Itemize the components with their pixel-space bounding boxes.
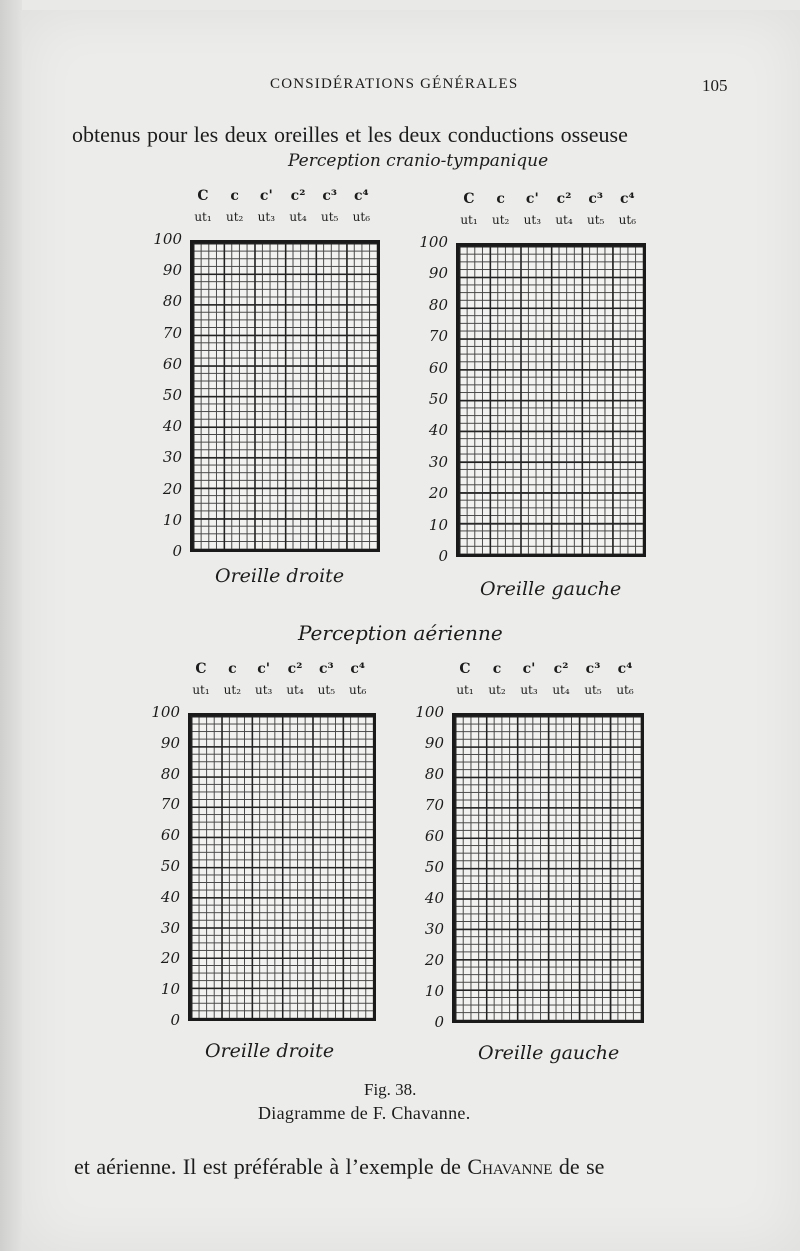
column-note-label: c⁴ [617, 661, 633, 677]
column-ut-label: ut₁ [192, 683, 210, 697]
column-note-label: c² [290, 188, 306, 204]
column-ut-label: ut₅ [584, 683, 602, 697]
column-ut-label: ut₅ [586, 213, 605, 227]
column-note-label: c [496, 191, 505, 207]
y-tick-label: 20 [428, 484, 448, 503]
y-tick-label: 20 [162, 479, 182, 498]
page-header [0, 76, 800, 100]
body-text-line-bottom-post: de se [552, 1154, 605, 1179]
y-tick-label: 80 [424, 765, 444, 783]
audiogram-title: Oreille gauche [478, 1042, 620, 1064]
y-tick-label: 80 [160, 764, 180, 783]
column-note-label: C [459, 661, 471, 677]
y-tick-label: 100 [415, 703, 444, 721]
y-tick-label: 50 [428, 390, 448, 408]
y-tick-label: 90 [424, 734, 444, 752]
column-ut-label: ut₁ [460, 213, 478, 227]
column-ut-label: ut₆ [616, 683, 634, 697]
column-ut-label: ut₃ [254, 683, 273, 697]
column-note-label: c³ [588, 191, 603, 207]
figure-caption: Diagramme de F. Chavanne. [258, 1103, 471, 1123]
column-note-label: c' [525, 191, 539, 207]
column-ut-label: ut₆ [618, 213, 637, 227]
column-note-label: c⁴ [354, 188, 369, 204]
y-tick-label: 60 [160, 826, 180, 845]
column-note-label: c' [257, 661, 271, 677]
y-tick-label: 0 [170, 1011, 180, 1029]
audiogram-title: Oreille gauche [480, 578, 622, 600]
y-tick-label: 30 [162, 448, 182, 467]
y-tick-label: 80 [428, 295, 448, 314]
column-ut-label: ut₆ [348, 683, 367, 697]
audiogram-grid [188, 713, 376, 1021]
column-ut-label: ut₄ [552, 683, 570, 697]
column-note-label: c³ [319, 661, 334, 677]
column-note-label: c² [556, 191, 572, 207]
section-title-aerienne: Perception aérienne [298, 621, 503, 645]
column-ut-label: ut₂ [225, 210, 244, 224]
y-tick-label: 80 [162, 292, 182, 311]
page-number: 105 [702, 76, 728, 95]
column-ut-label: ut₂ [488, 683, 506, 697]
y-tick-label: 70 [424, 796, 444, 814]
y-tick-label: 50 [424, 858, 444, 876]
section-title-cranio: Perception cranio-tympanique [288, 151, 549, 171]
column-note-label: C [463, 191, 475, 207]
column-ut-label: ut₄ [286, 683, 304, 697]
column-ut-label: ut₄ [289, 210, 307, 224]
y-tick-label: 60 [424, 827, 444, 845]
y-tick-label: 0 [434, 1013, 444, 1031]
column-note-label: c³ [322, 188, 337, 204]
column-note-label: c⁴ [620, 191, 635, 207]
column-note-label: C [197, 188, 209, 204]
y-tick-label: 0 [172, 542, 182, 560]
column-note-label: c [492, 661, 502, 677]
y-tick-label: 100 [153, 230, 182, 248]
running-head: CONSIDÉRATIONS GÉNÉRALES [270, 76, 519, 92]
author-name: Chavanne [467, 1154, 553, 1179]
audiogram-title: Oreille droite [205, 1040, 335, 1062]
body-text-line-top: obtenus pour les deux oreilles et les deux conductions osseuse [72, 122, 628, 147]
column-ut-label: ut₂ [223, 683, 242, 697]
audiogram-grid [456, 243, 646, 557]
y-tick-label: 90 [162, 261, 182, 280]
audiogram-grid [190, 240, 380, 552]
column-note-label: c² [553, 661, 569, 677]
body-text-line-bottom [74, 1154, 604, 1180]
y-tick-label: 10 [424, 982, 444, 1000]
y-tick-label: 30 [424, 920, 444, 938]
column-ut-label: ut₅ [317, 683, 336, 697]
y-tick-label: 70 [160, 795, 180, 814]
y-tick-label: 10 [160, 980, 180, 999]
column-note-label: C [195, 661, 207, 677]
column-ut-label: ut₃ [257, 210, 276, 224]
column-note-label: c [228, 661, 237, 677]
y-tick-label: 40 [424, 889, 444, 907]
column-ut-label: ut₁ [194, 210, 212, 224]
y-tick-label: 50 [160, 857, 180, 875]
figure-number: Fig. 38. [364, 1080, 417, 1099]
y-tick-label: 10 [162, 510, 182, 529]
column-note-label: c² [287, 661, 303, 677]
y-tick-label: 60 [162, 354, 182, 373]
column-ut-label: ut₆ [352, 210, 371, 224]
audiogram-grid [452, 713, 644, 1023]
y-tick-label: 70 [428, 327, 448, 346]
column-ut-label: ut₁ [456, 683, 474, 697]
y-tick-label: 20 [424, 951, 444, 969]
y-tick-label: 30 [428, 452, 448, 471]
y-tick-label: 90 [428, 264, 448, 283]
y-tick-label: 100 [151, 703, 180, 721]
column-note-label: c⁴ [350, 661, 365, 677]
column-note-label: c [230, 188, 239, 204]
page-gutter [0, 0, 22, 1251]
y-tick-label: 50 [162, 386, 182, 404]
y-tick-label: 100 [419, 233, 448, 251]
y-tick-label: 40 [428, 421, 448, 440]
column-note-label: c³ [585, 661, 601, 677]
column-ut-label: ut₂ [491, 213, 510, 227]
y-tick-label: 40 [162, 417, 182, 436]
column-ut-label: ut₃ [520, 683, 538, 697]
y-tick-label: 60 [428, 358, 448, 377]
column-ut-label: ut₅ [320, 210, 339, 224]
column-note-label: c' [522, 661, 536, 677]
column-note-label: c' [259, 188, 273, 204]
y-tick-label: 90 [160, 733, 180, 752]
body-text-line-bottom-pre: et aérienne. Il est préférable à l’exemple de [74, 1154, 468, 1179]
column-ut-label: ut₃ [523, 213, 542, 227]
y-tick-label: 0 [438, 547, 448, 565]
y-tick-label: 30 [160, 918, 180, 937]
y-tick-label: 10 [428, 515, 448, 534]
audiogram-title: Oreille droite [215, 565, 345, 587]
column-ut-label: ut₄ [555, 213, 573, 227]
y-tick-label: 70 [162, 323, 182, 342]
y-tick-label: 20 [160, 949, 180, 968]
y-tick-label: 40 [160, 887, 180, 906]
